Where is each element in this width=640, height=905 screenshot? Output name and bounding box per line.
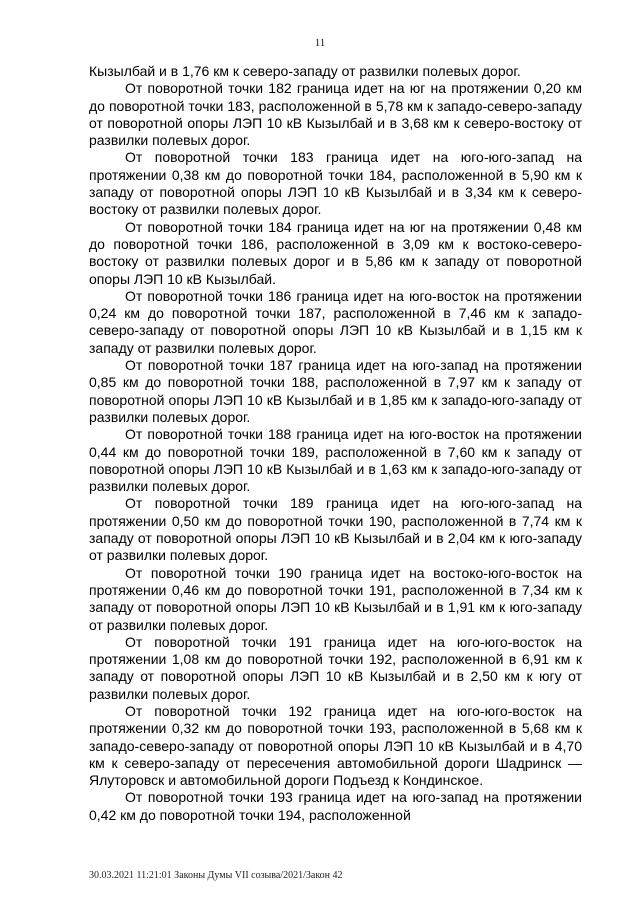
paragraph: От поворотной точки 188 граница идет на юго-восток на протяжении 0,44 км до поворотной точки 189, расположенной в 7,60 км к западу от поворотной опоры ЛЭП 10 кВ Кызылбай и в 1,63 км к западо-юго-западу от развилки полевых дорог. [89,426,582,495]
paragraph: От поворотной точки 183 граница идет на юго-юго-запад на протяжении 0,38 км до поворотной точки 184, расположенной в 5,90 км к западу от поворотной опоры ЛЭП 10 кВ Кызылбай и в 3,34 км к северо-востоку от развилки полевых дорог. [89,149,582,218]
paragraph: От поворотной точки 191 граница идет на юго-юго-восток на протяжении 1,08 км до поворотной точки 192, расположенной в 6,91 км к западу от поворотной опоры ЛЭП 10 кВ Кызылбай и в 2,50 км к югу от развилки полевых дорог. [89,633,582,702]
paragraph: От поворотной точки 190 граница идет на востоко-юго-восток на протяжении 0,46 км до поворотной точки 191, расположенной в 7,34 км к западу от поворотной опоры ЛЭП 10 кВ Кызылбай и в 1,91 км к юго-западу от развилки полевых дорог. [89,564,582,633]
document-body [89,63,582,824]
paragraph: От поворотной точки 182 граница идет на юг на протяжении 0,20 км до поворотной точки 183, расположенной в 5,78 км к западо-северо-западу от поворотной опоры ЛЭП 10 кВ Кызылбай и в 3,68 км к северо-востоку от развилки полевых дорог. [89,80,582,149]
document-footer: 30.03.2021 11:21:01 Законы Думы VII созыва/2021/Закон 42 [89,870,343,881]
paragraph: От поворотной точки 187 граница идет на юго-запад на протяжении 0,85 км до поворотной точки 188, расположенной в 7,97 км к западу от поворотной опоры ЛЭП 10 кВ Кызылбай и в 1,85 км к западо-юго-западу от развилки полевых дорог. [89,357,582,425]
paragraph: От поворотной точки 189 граница идет на юго-юго-запад на протяжении 0,50 км до поворотной точки 190, расположенной в 7,74 км к западу от поворотной опоры ЛЭП 10 кВ Кызылбай и в 2,04 км к юго-западу от развилки полевых дорог. [89,495,582,564]
page-number: 11 [314,37,326,49]
paragraph: От поворотной точки 184 граница идет на юг на протяжении 0,48 км до поворотной точки 186, расположенной в 3,09 км к востоко-северо-востоку от развилки полевых дорог и в 5,86 км к западу от поворотной опоры ЛЭП 10 кВ Кызылбай. [89,218,582,287]
paragraph: От поворотной точки 186 граница идет на юго-восток на протяжении 0,24 км до поворотной точки 187, расположенной в 7,46 км к западо-северо-западу от поворотной опоры ЛЭП 10 кВ Кызылбай и в 1,15 км к западу от развилки полевых дорог. [89,287,582,356]
paragraph: От поворотной точки 193 граница идет на юго-запад на протяжении 0,42 км до поворотной точки 194, расположенной [89,789,582,823]
paragraph: От поворотной точки 192 граница идет на юго-юго-восток на протяжении 0,32 км до поворотной точки 193, расположенной в 5,68 км к западо-северо-западу от поворотной опоры ЛЭП 10 кВ Кызылбай и в 4,70 км к северо-западу от пересечения автомобильной дороги Шадринск — Ялуторовск и автомобильной дороги Подъезд к Кондинское. [89,702,582,789]
paragraph: Кызылбай и в 1,76 км к северо-западу от развилки полевых дорог. [89,63,521,79]
